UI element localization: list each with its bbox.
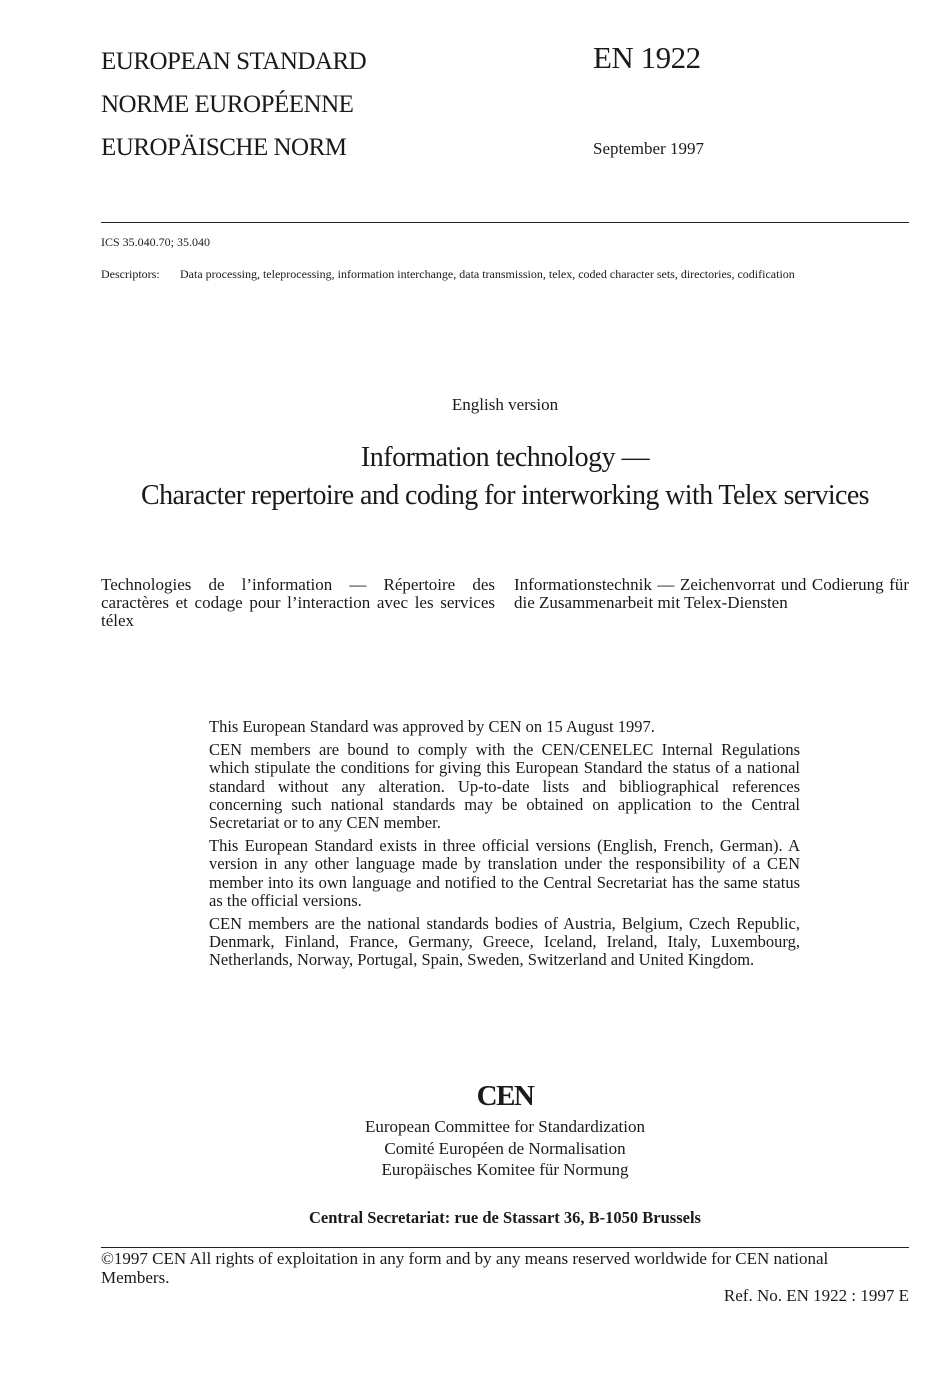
reference-number: Ref. No. EN 1922 : 1997 E [723, 1286, 909, 1305]
approval-paragraph: This European Standard was approved by CEN on 15 August 1997. [209, 717, 655, 736]
german-title: Informationstechnik — Zeichenvorrat und Codierung für die Zusammenarbeit mit Telex-Diensten [514, 575, 909, 612]
standard-name-german: EUROPÄISCHE NORM [101, 134, 347, 161]
standard-name-french: NORME EUROPÉENNE [101, 91, 354, 118]
standard-number: EN 1922 [593, 40, 701, 75]
approval-paragraph: CEN members are bound to comply with the CEN/CENELEC Internal Regulations which stipulate the conditions for giving this European Standard the status of a national standard without any alteration. Up-to-date lists and bibliographical references concerning such national standards may be obtained on application to the Central Secretariat or to any CEN member. [209, 740, 800, 833]
cen-logo: CEN [476, 1080, 534, 1112]
approval-paragraph: CEN members are the national standards bodies of Austria, Belgium, Czech Republic, Denmark, Finland, France, Germany, Greece, Iceland, Ireland, Italy, Luxembourg, Netherlands, Norway, Portugal, Spain, Sweden, Switzerland and United Kingdom. [209, 914, 800, 970]
bottom-divider [101, 1247, 909, 1248]
org-name-english: European Committee for Standardization [365, 1117, 645, 1136]
publication-date: September 1997 [593, 139, 704, 158]
language-version: English version [451, 395, 559, 414]
descriptors-text: Data processing, teleprocessing, information interchange, data transmission, telex, coded character sets, directories, codification [180, 267, 795, 281]
main-title-line-1: Information technology — [360, 442, 650, 473]
org-name-german: Europäisches Komitee für Normung [381, 1160, 629, 1179]
descriptors-label: Descriptors: [101, 267, 160, 281]
standard-name-english: EUROPEAN STANDARD [101, 48, 367, 75]
approval-paragraph: This European Standard exists in three official versions (English, French, German). A version in any other language made by translation under the responsibility of a CEN member into its own language and notified to the Central Secretariat has the same status as the official versions. [209, 836, 800, 910]
french-title: Technologies de l’information — Répertoire des caractères et codage pour l’interaction avec les services télex [101, 575, 495, 630]
descriptors [101, 267, 909, 282]
copyright-notice: ©1997 CEN All rights of exploitation in any form and by any means reserved worldwide for CEN national Members. [101, 1249, 829, 1287]
secretariat-address: Central Secretariat: rue de Stassart 36, B-1050 Brussels [309, 1208, 701, 1227]
ics-code: ICS 35.040.70; 35.040 [101, 235, 211, 249]
approval-notice [209, 718, 800, 975]
org-name-french: Comité Européen de Normalisation [384, 1139, 626, 1158]
top-divider [101, 222, 909, 223]
main-title-line-2: Character repertoire and coding for interworking with Telex services [141, 480, 869, 511]
